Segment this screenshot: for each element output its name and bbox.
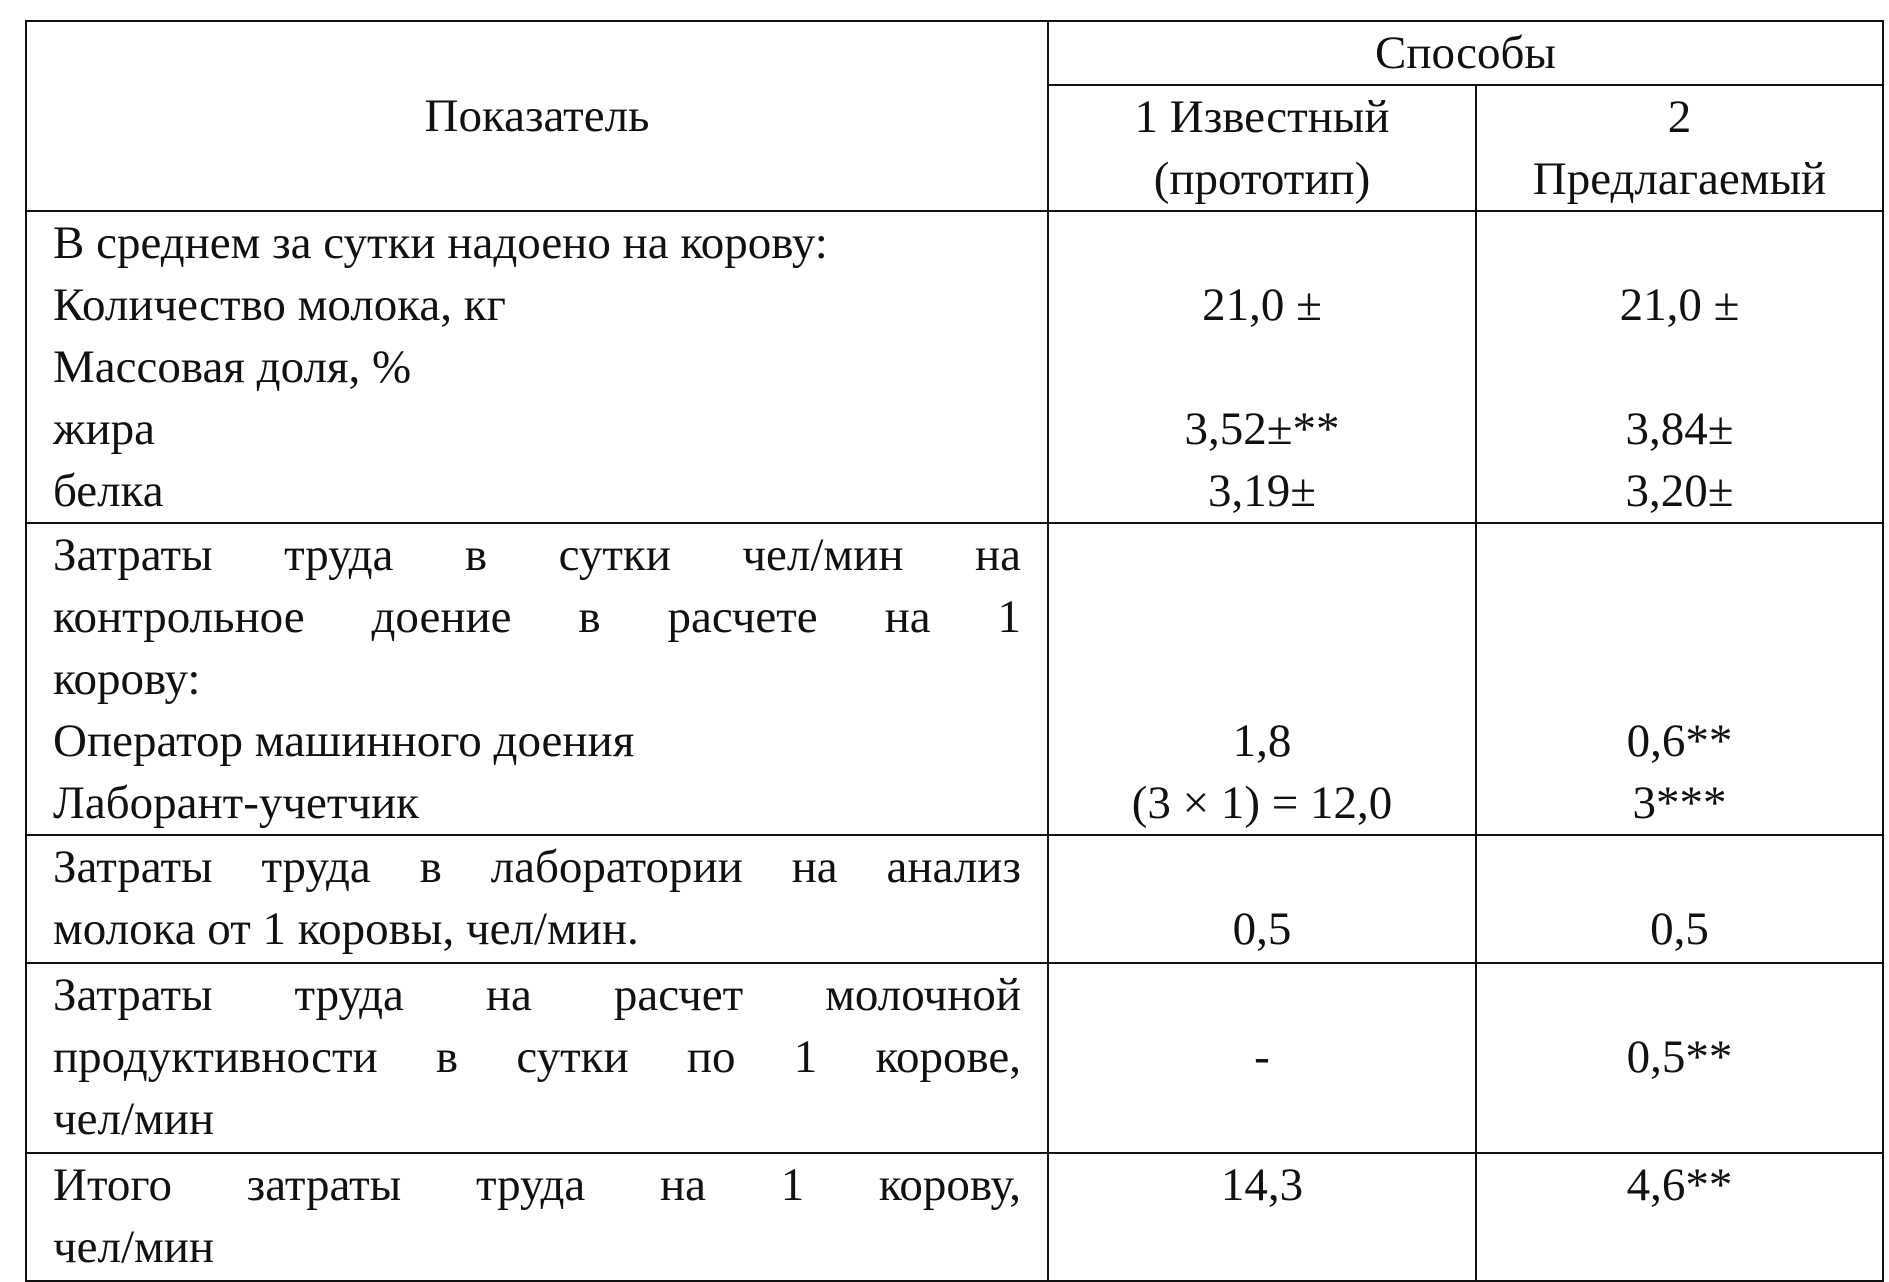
row-label-cell xyxy=(26,835,1048,963)
row-col2-line: 4,6** xyxy=(1626,1159,1733,1211)
row-col2-line xyxy=(1503,524,1856,586)
row-label-line: белка xyxy=(53,465,164,517)
row-col1-cell xyxy=(1048,523,1476,835)
row-col2-cell xyxy=(1476,835,1883,963)
row-label-cell xyxy=(26,211,1048,523)
row-label-cell xyxy=(26,523,1048,835)
row-col1-line xyxy=(1075,336,1449,398)
row-label-line: Оператор машинного доения xyxy=(53,715,635,767)
row-label-line: жира xyxy=(53,403,155,455)
header-methods: Способы xyxy=(1374,27,1557,79)
row-col1-line xyxy=(1075,1088,1449,1150)
row-col1-line: 14,3 xyxy=(1220,1159,1304,1211)
header-col2-line1: 2 xyxy=(1667,91,1692,143)
row-col1-cell xyxy=(1048,1153,1476,1281)
row-col2-line: 0,5** xyxy=(1626,1031,1733,1083)
row-label-line: Лаборант-учетчик xyxy=(53,777,420,829)
table-row xyxy=(26,1153,1883,1281)
table-row xyxy=(26,523,1883,835)
row-col2-line xyxy=(1503,1088,1856,1150)
row-col2-cell xyxy=(1476,211,1883,523)
row-col2-line xyxy=(1503,648,1856,710)
row-col1-line: 21,0 ± xyxy=(1202,279,1322,331)
row-col2-line: 0,6** xyxy=(1626,715,1733,767)
header-indicator-cell xyxy=(26,21,1048,211)
row-label-line: Массовая доля, % xyxy=(53,341,412,393)
table-row xyxy=(26,211,1883,523)
row-col1-line: (3 × 1) = 12,0 xyxy=(1131,777,1393,829)
row-col1-line xyxy=(1075,586,1449,648)
header-indicator: Показатель xyxy=(424,90,650,142)
row-col1-cell xyxy=(1048,835,1476,963)
row-col2-line: 3*** xyxy=(1632,777,1727,829)
row-label-line: Количество молока, кг xyxy=(53,279,506,331)
row-label-cell xyxy=(26,1153,1048,1281)
row-label-line: Затраты труда в лаборатории на анализ xyxy=(53,841,1021,893)
row-col1-line xyxy=(1075,836,1449,898)
row-label-line: молока от 1 коровы, чел/мин. xyxy=(53,903,639,955)
table-row xyxy=(26,835,1883,963)
row-col1-line: 1,8 xyxy=(1232,715,1292,767)
row-col2-line xyxy=(1503,336,1856,398)
table-row xyxy=(26,963,1883,1153)
row-col2-line: 3,84± xyxy=(1625,403,1734,455)
row-col1-line xyxy=(1075,964,1449,1026)
header-methods-cell xyxy=(1048,21,1883,85)
row-label-line: Итого затраты труда на 1 корову, xyxy=(53,1159,1021,1211)
row-col2-cell xyxy=(1476,963,1883,1153)
row-col2-line: 0,5 xyxy=(1650,903,1709,955)
row-col1-line xyxy=(1075,648,1449,710)
comparison-table xyxy=(25,20,1884,1282)
row-label-line: Затраты труда в сутки чел/мин на xyxy=(53,529,1021,581)
row-col1-line xyxy=(1075,1216,1449,1278)
header-col1-line2: (прототип) xyxy=(1153,153,1371,205)
header-col1-cell xyxy=(1048,85,1476,211)
row-label-line: продуктивности в сутки по 1 корове, xyxy=(53,1031,1021,1083)
row-col2-cell xyxy=(1476,1153,1883,1281)
row-label-line: чел/мин xyxy=(53,1093,215,1145)
row-label-line: Затраты труда на расчет молочной xyxy=(53,969,1021,1021)
row-col2-line xyxy=(1503,964,1856,1026)
row-col2-line xyxy=(1503,586,1856,648)
row-label-cell xyxy=(26,963,1048,1153)
row-label-line: чел/мин xyxy=(53,1221,215,1273)
header-col1-line1: 1 Известный xyxy=(1134,91,1390,143)
row-col2-line: 3,20± xyxy=(1625,465,1734,517)
header-col2-line2: Предлагаемый xyxy=(1532,153,1827,205)
row-col1-line xyxy=(1075,524,1449,586)
row-col1-line: 3,52±** xyxy=(1184,403,1340,455)
row-col1-cell xyxy=(1048,211,1476,523)
row-col2-line: 21,0 ± xyxy=(1619,279,1740,331)
row-col2-line xyxy=(1503,212,1856,274)
row-col1-line xyxy=(1075,212,1449,274)
row-col1-cell xyxy=(1048,963,1476,1153)
row-label-line: контрольное доение в расчете на 1 xyxy=(53,591,1021,643)
row-col2-line xyxy=(1503,836,1856,898)
row-col1-line: 0,5 xyxy=(1232,903,1292,955)
row-col2-line xyxy=(1503,1216,1856,1278)
row-col1-line: - xyxy=(1254,1031,1270,1083)
header-row-top xyxy=(26,21,1883,85)
row-label-line: В среднем за сутки надоено на корову: xyxy=(53,217,828,269)
header-col2-cell xyxy=(1476,85,1883,211)
row-col1-line: 3,19± xyxy=(1207,465,1317,517)
row-col2-cell xyxy=(1476,523,1883,835)
row-label-line: корову: xyxy=(53,653,201,705)
